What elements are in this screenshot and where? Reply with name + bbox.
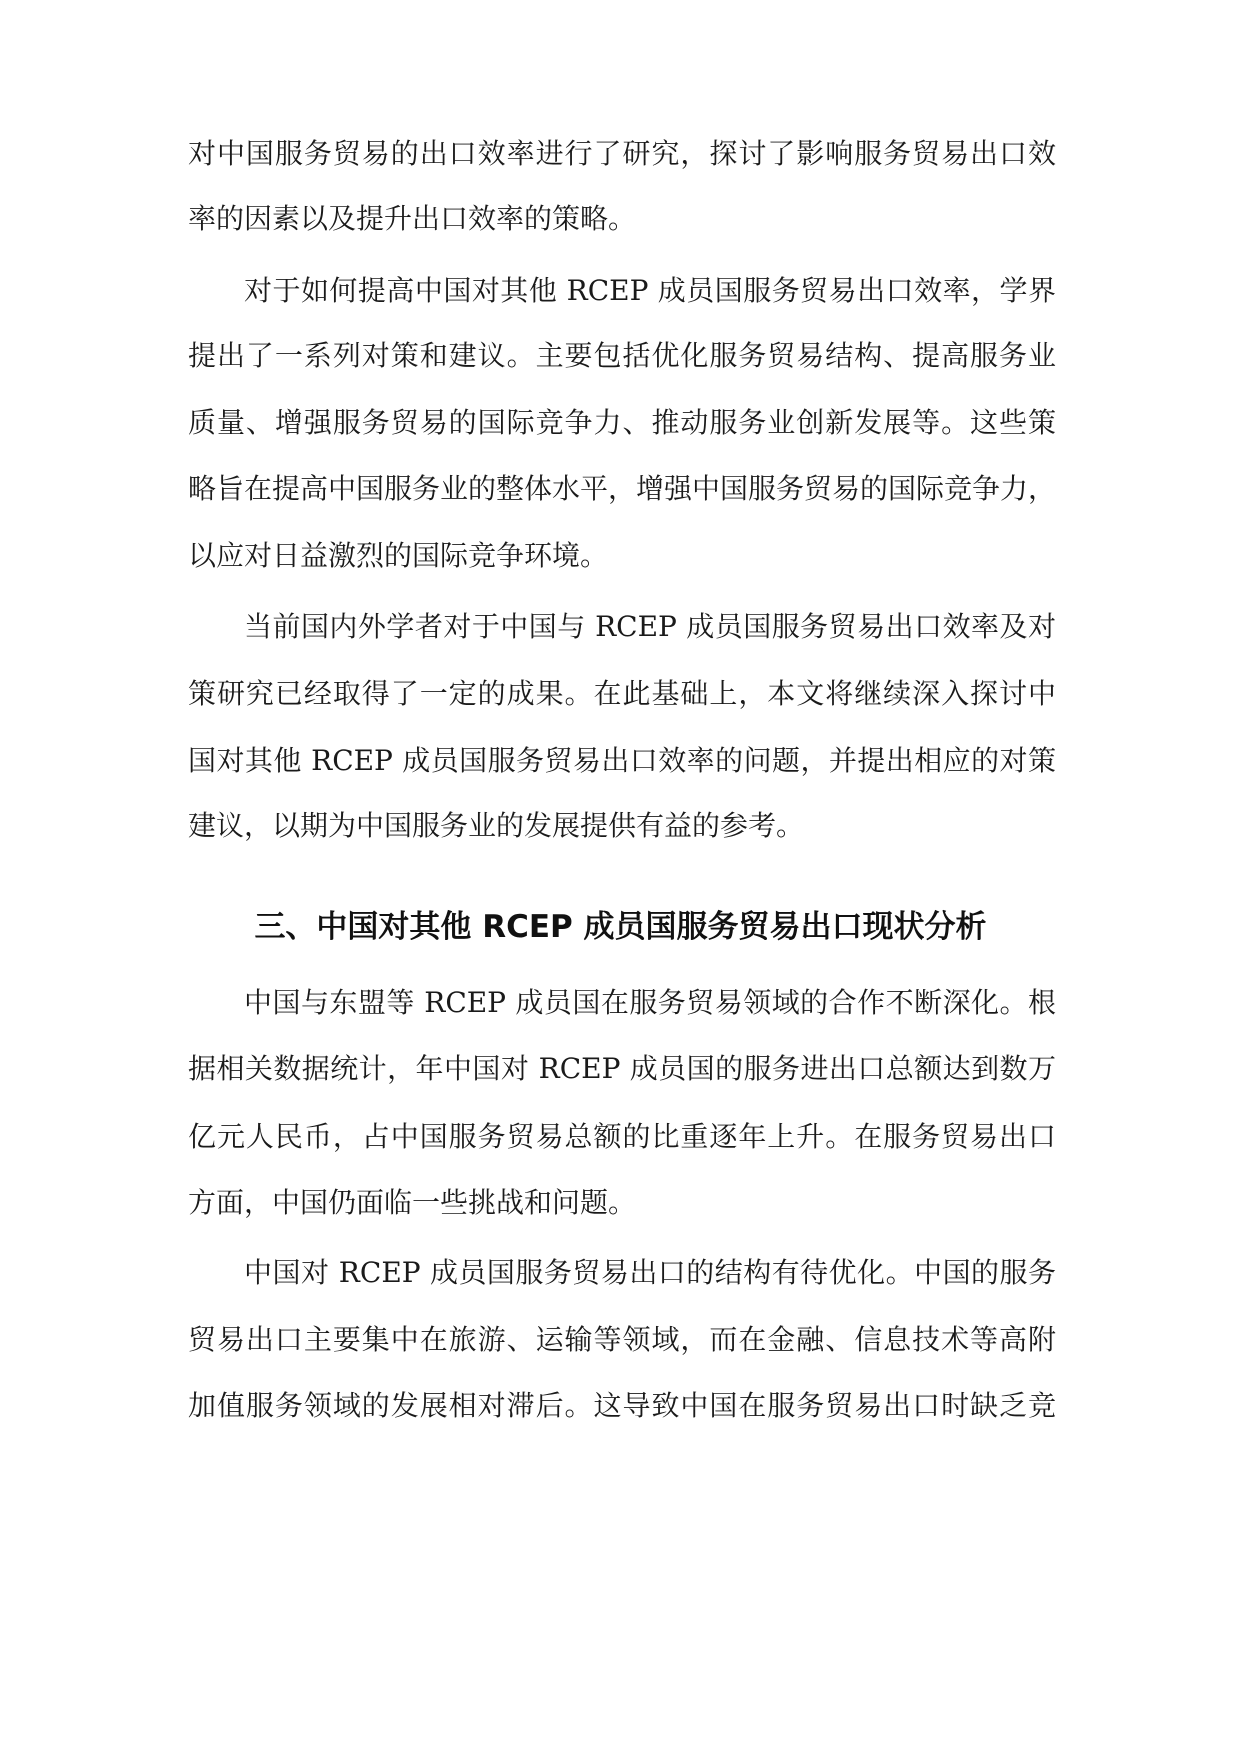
paragraph-2-line-1: 对于如何提高中国对其他 RCEP 成员国服务贸易出口效率，学界 (244, 274, 1056, 307)
paragraph-2-line-5: 以应对日益激烈的国际竞争环境。 (188, 539, 609, 572)
section-paragraph-1-line-3: 亿元人民币，占中国服务贸易总额的比重逐年上升。在服务贸易出口 (188, 1120, 1056, 1153)
section-paragraph-2-line-3: 加值服务领域的发展相对滞后。这导致中国在服务贸易出口时缺乏竞 (188, 1389, 1056, 1422)
paragraph-2-line-2: 提出了一系列对策和建议。主要包括优化服务贸易结构、提高服务业 (188, 339, 1056, 372)
paragraph-3-line-1: 当前国内外学者对于中国与 RCEP 成员国服务贸易出口效率及对 (244, 610, 1056, 643)
section-paragraph-1-line-2: 据相关数据统计，年中国对 RCEP 成员国的服务进出口总额达到数万 (188, 1052, 1056, 1085)
paragraph-1-line-2: 率的因素以及提升出口效率的策略。 (188, 202, 637, 235)
paragraph-3-line-2: 策研究已经取得了一定的成果。在此基础上，本文将继续深入探讨中 (188, 677, 1056, 710)
paragraph-1-line-1: 对中国服务贸易的出口效率进行了研究，探讨了影响服务贸易出口效 (188, 137, 1056, 170)
paragraph-2-line-3: 质量、增强服务贸易的国际竞争力、推动服务业创新发展等。这些策 (188, 406, 1056, 439)
paragraph-2-line-4: 略旨在提高中国服务业的整体水平，增强中国服务贸易的国际竞争力， (188, 472, 1057, 505)
section-heading: 三、中国对其他 RCEP 成员国服务贸易出口现状分析 (254, 909, 987, 945)
section-paragraph-2-line-1: 中国对 RCEP 成员国服务贸易出口的结构有待优化。中国的服务 (244, 1256, 1056, 1289)
paragraph-3-line-3: 国对其他 RCEP 成员国服务贸易出口效率的问题，并提出相应的对策 (188, 744, 1056, 777)
section-paragraph-2-line-2: 贸易出口主要集中在旅游、运输等领域，而在金融、信息技术等高附 (188, 1323, 1056, 1356)
paragraph-3-line-4: 建议，以期为中国服务业的发展提供有益的参考。 (188, 809, 805, 842)
section-paragraph-1-line-4: 方面，中国仍面临一些挑战和问题。 (188, 1186, 637, 1219)
section-paragraph-1-line-1: 中国与东盟等 RCEP 成员国在服务贸易领域的合作不断深化。根 (244, 986, 1056, 1019)
